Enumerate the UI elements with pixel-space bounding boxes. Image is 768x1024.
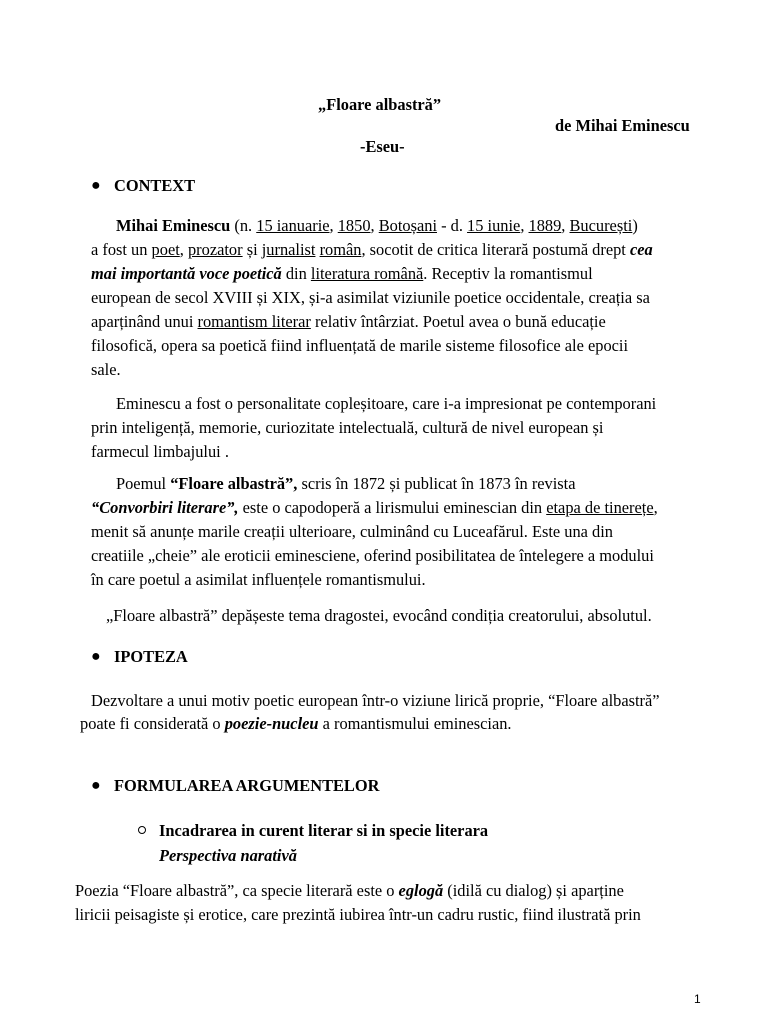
section-heading-context: CONTEXT — [114, 176, 196, 195]
link-roman[interactable]: român — [319, 240, 362, 259]
link-literatura-romana[interactable]: literatura română — [310, 264, 424, 283]
link-death-day[interactable]: 15 iunie — [467, 216, 521, 235]
link-romantism-literar[interactable]: romantism literar — [197, 312, 311, 331]
link-poet[interactable]: poet — [151, 240, 180, 259]
context-p3-line4: creatiile „cheie” ale eroticii eminesciene, oferind posibilitatea de întelegere a modului — [91, 546, 654, 565]
link-jurnalist[interactable]: jurnalist — [261, 240, 316, 259]
ipoteza-line1: Dezvoltare a unui motiv poetic european într-o viziune lirică proprie, “Floare albastră” — [91, 691, 660, 710]
context-p2-line1: Eminescu a fost o personalitate copleșitoare, care i-a impresionat pe contemporani — [116, 394, 657, 413]
subsection-heading: Incadrarea in curent literar si in specie literara — [159, 821, 489, 840]
context-p3-line3: menit să anunțe marile creații ulterioare, culminând cu Luceafărul. Este una din — [91, 522, 614, 541]
context-p1-line6: filosofică, opera sa poetică fiind influențată de marile sisteme filosofice ale epocii — [91, 336, 629, 355]
document-title: „Floare albastră” — [318, 95, 442, 114]
context-p3-line5: în care poetul a asimilat influențele romantismului. — [91, 570, 426, 589]
argumente-line2: liricii peisagiste și erotice, care prezintă iubirea într-un cadru rustic, fiind ilustrată prin — [75, 905, 641, 924]
bullet-icon: ● — [91, 777, 101, 794]
link-birth-year[interactable]: 1850 — [337, 216, 371, 235]
context-p2-line2: prin inteligență, memorie, curiozitate intelectuală, cultură de nivel european și — [91, 418, 604, 437]
context-p1-line4: european de secol XVIII și XIX, și-a asimilat viziunile poetice occidentale, creația sa — [91, 288, 650, 307]
link-death-year[interactable]: 1889 — [528, 216, 562, 235]
context-p1-line7: sale. — [91, 360, 121, 379]
link-etapa-tinerete[interactable]: etapa de tinerețe — [546, 498, 654, 517]
context-p1-line5: aparținând unui romantism literar relativ întârziat. Poetul avea o bună educație — [91, 312, 606, 331]
section-heading-argumente: FORMULAREA ARGUMENTELOR — [114, 776, 380, 795]
ipoteza-line2: poate fi considerată o poezie-nucleu a romantismului eminescian. — [80, 714, 512, 733]
context-p3-line2: “Convorbiri literare”, este o capodoperă a lirismului eminescian din etapa de tinerețe, — [91, 498, 658, 517]
bullet-icon: ● — [91, 177, 101, 194]
document-genre: -Eseu- — [360, 137, 405, 156]
link-birth-place[interactable]: Botoșani — [378, 216, 437, 235]
document-author: de Mihai Eminescu — [555, 116, 690, 135]
circle-bullet-icon — [138, 826, 146, 834]
poet-name: Mihai Eminescu — [116, 216, 231, 235]
context-p2-line3: farmecul limbajului . — [91, 442, 229, 461]
context-p4: „Floare albastră” depășeste tema dragostei, evocând condiția creatorului, absolutul. — [106, 606, 652, 625]
context-p1-line3: mai importantă voce poetică din literatura română. Receptiv la romantismul — [91, 264, 593, 283]
link-death-place[interactable]: București — [569, 216, 633, 235]
link-birth-day[interactable]: 15 ianuarie — [256, 216, 330, 235]
argumente-line1: Poezia “Floare albastră”, ca specie literară este o eglogă (idilă cu dialog) și aparține — [75, 881, 624, 900]
page-number: 1 — [694, 992, 701, 1006]
context-p1-line1: Mihai Eminescu (n. 15 ianuarie, 1850, Botoșani - d. 15 iunie, 1889, București) — [116, 216, 638, 235]
context-p3-line1: Poemul “Floare albastră”, scris în 1872 și publicat în 1873 în revista — [116, 474, 576, 493]
context-p1-line2: a fost un poet, prozator și jurnalist român, socotit de critica literară postumă drept cea — [91, 240, 653, 259]
bullet-icon: ● — [91, 648, 101, 665]
link-prozator[interactable]: prozator — [187, 240, 243, 259]
subsection-subheading: Perspectiva narativă — [159, 846, 297, 865]
section-heading-ipoteza: IPOTEZA — [114, 647, 188, 666]
